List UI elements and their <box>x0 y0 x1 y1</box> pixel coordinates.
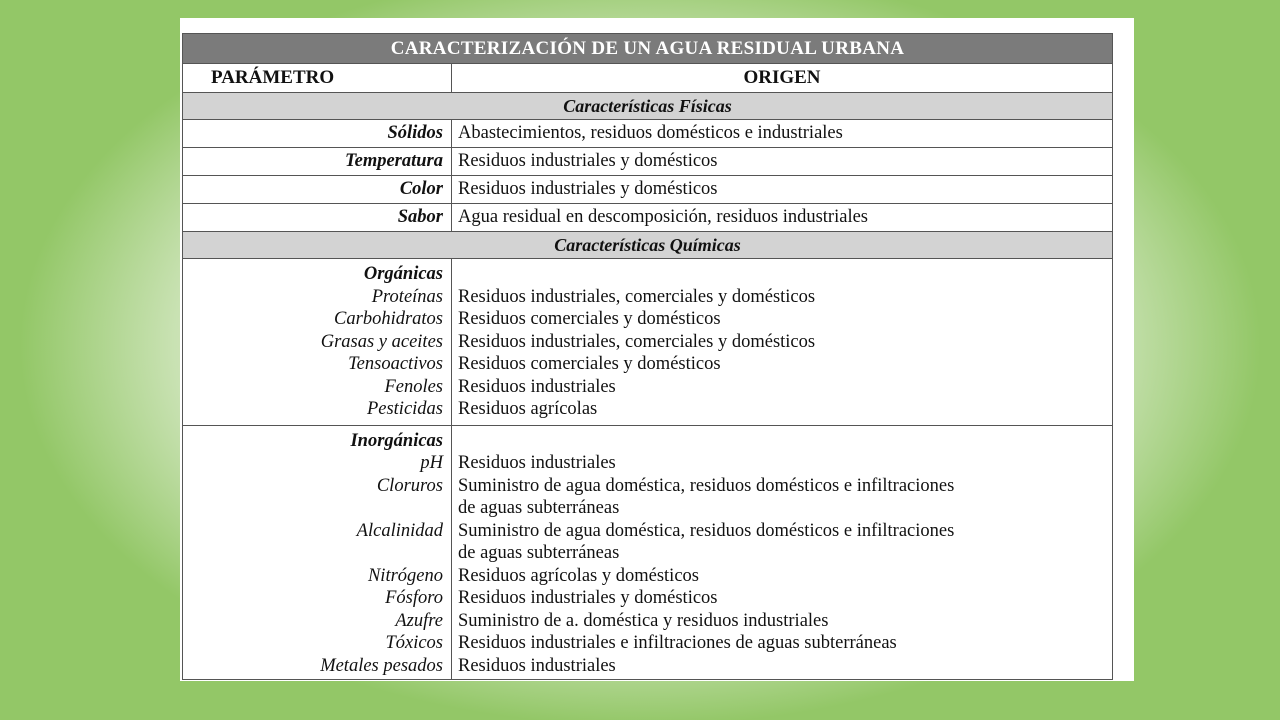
origen-item: Suministro de a. doméstica y residuos industriales <box>458 610 829 631</box>
origen-cell: Residuos industriales y domésticos <box>452 148 1113 176</box>
param-item: Tensoactivos <box>348 354 443 374</box>
group-heading-inorganicas: Inorgánicas <box>350 430 443 451</box>
origen-item: Suministro de agua doméstica, residuos domésticos e infiltraciones <box>458 520 955 541</box>
table-row <box>183 148 1113 176</box>
param-cell: Sabor <box>183 204 452 232</box>
param-item: Pesticidas <box>366 399 443 419</box>
origen-item-continuation: de aguas subterráneas <box>458 498 620 518</box>
origen-item: Suministro de agua doméstica, residuos domésticos e infiltraciones <box>458 475 955 496</box>
origen-item: Residuos industriales, comerciales y domésticos <box>458 286 816 307</box>
table-row <box>183 176 1113 204</box>
group-heading-organicas: Orgánicas <box>363 264 443 284</box>
document-page <box>180 18 1134 681</box>
table-title-row <box>183 34 1113 64</box>
param-item: Cloruros <box>376 475 443 496</box>
param-item: Proteínas <box>371 286 443 307</box>
table-title: CARACTERIZACIÓN DE UN AGUA RESIDUAL URBANA <box>183 34 1113 64</box>
param-item: Fenoles <box>384 376 443 397</box>
origen-cell-group <box>452 425 1113 680</box>
group-row-inorganicas <box>183 425 1113 680</box>
section-row-quimicas <box>183 232 1113 259</box>
section-title-fisicas: Características Físicas <box>183 93 1113 120</box>
param-item: Metales pesados <box>320 655 443 676</box>
header-parametro: PARÁMETRO <box>183 64 452 93</box>
param-item: Nitrógeno <box>367 565 443 586</box>
origen-item: Residuos comerciales y domésticos <box>458 309 721 329</box>
header-origen: ORIGEN <box>452 64 1113 93</box>
table-row <box>183 120 1113 148</box>
param-cell-group <box>183 259 452 426</box>
param-cell: Sólidos <box>183 120 452 148</box>
table-row <box>183 204 1113 232</box>
origen-item: Residuos agrícolas y domésticos <box>458 565 699 586</box>
origen-item: Residuos industriales y domésticos <box>458 588 718 608</box>
origen-item-continuation: de aguas subterráneas <box>458 543 620 563</box>
param-item: Tóxicos <box>385 633 443 653</box>
param-cell: Color <box>183 176 452 204</box>
param-item: Azufre <box>395 610 443 631</box>
group-row-organicas <box>183 259 1113 426</box>
origen-item: Residuos industriales <box>458 376 616 397</box>
param-item: Grasas y aceites <box>320 331 443 352</box>
characterization-table <box>182 33 1113 680</box>
origen-item: Residuos industriales e infiltraciones de aguas subterráneas <box>458 633 897 653</box>
param-item: Alcalinidad <box>356 520 443 541</box>
section-title-quimicas: Características Químicas <box>183 232 1113 259</box>
origen-cell: Agua residual en descomposición, residuos industriales <box>452 204 1113 232</box>
param-item: pH <box>420 453 443 473</box>
param-item: Carbohidratos <box>334 309 443 329</box>
origen-cell: Abastecimientos, residuos domésticos e industriales <box>452 120 1113 148</box>
origen-item: Residuos comerciales y domésticos <box>458 354 721 374</box>
origen-item: Residuos industriales <box>458 453 616 473</box>
origen-cell: Residuos industriales y domésticos <box>452 176 1113 204</box>
origen-item: Residuos industriales, comerciales y domésticos <box>458 331 816 352</box>
origen-item: Residuos agrícolas <box>458 399 598 419</box>
param-cell: Temperatura <box>183 148 452 176</box>
origen-item: Residuos industriales <box>458 655 616 676</box>
param-cell-group <box>183 425 452 680</box>
table-header-row <box>183 64 1113 93</box>
section-row-fisicas <box>183 93 1113 120</box>
origen-cell-group <box>452 259 1113 426</box>
param-item: Fósforo <box>385 588 443 608</box>
